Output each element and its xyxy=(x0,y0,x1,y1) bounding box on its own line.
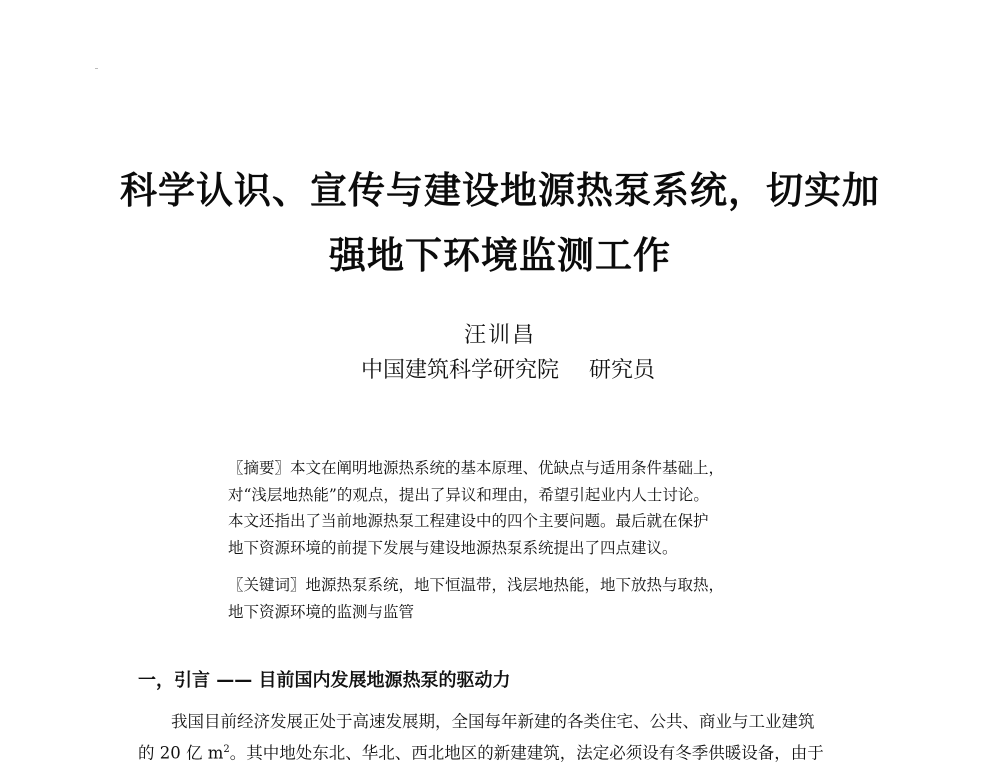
abstract-line-1: 〖摘要〗本文在阐明地源热系统的基本原理、优缺点与适用条件基础上， xyxy=(228,459,725,477)
keywords-line-2: 地下资源环境的监测与监管 xyxy=(228,602,415,621)
paper-title-line-1: 科学认识、宣传与建设地源热泵系统，切实加 xyxy=(120,169,880,212)
abstract-label: 〖摘要〗 xyxy=(228,459,291,477)
keywords-label: 〖关键词〗 xyxy=(228,576,306,594)
body-line-1: 我国目前经济发展正处于高速发展期，全国每年新建的各类住宅、公共、商业与工业建筑 xyxy=(171,712,815,731)
author-affiliation xyxy=(8,353,1000,384)
abstract-line-3: 本文还指出了当前地源热泵工程建设中的四个主要问题。最后就在保护 xyxy=(228,512,709,530)
author-name: 汪训昌 xyxy=(463,323,536,348)
keywords-line-1: 〖关键词〗地源热泵系统，地下恒温带，浅层地热能，地下放热与取热， xyxy=(228,576,725,594)
superscript-2: 2 xyxy=(223,744,230,755)
scan-speck xyxy=(95,68,98,69)
affiliation-institution: 中国建筑科学研究院 xyxy=(360,358,559,383)
abstract-block xyxy=(228,455,788,625)
abstract-paragraph xyxy=(228,455,788,561)
affiliation-position: 研究员 xyxy=(589,358,656,383)
section-heading-introduction: 一，引言 —— 目前国内发展地源热泵的驱动力 xyxy=(138,670,511,691)
body-paragraph xyxy=(138,708,878,768)
paper-title-line-2: 强地下环境监测工作 xyxy=(329,234,671,277)
abstract-line-2: 对“浅层地热能”的观点，提出了异议和理由，希望引起业内人士讨论。 xyxy=(228,485,709,504)
keywords-paragraph xyxy=(228,572,788,625)
abstract-line-4: 地下资源环境的前提下发展与建设地源热泵系统提出了四点建议。 xyxy=(228,538,678,557)
body-line-2: 的 20 亿 $m^2$。其中地处东北、华北、西北地区的新建建筑，法定必须设有冬季供暖设备，由于 xyxy=(138,743,824,763)
